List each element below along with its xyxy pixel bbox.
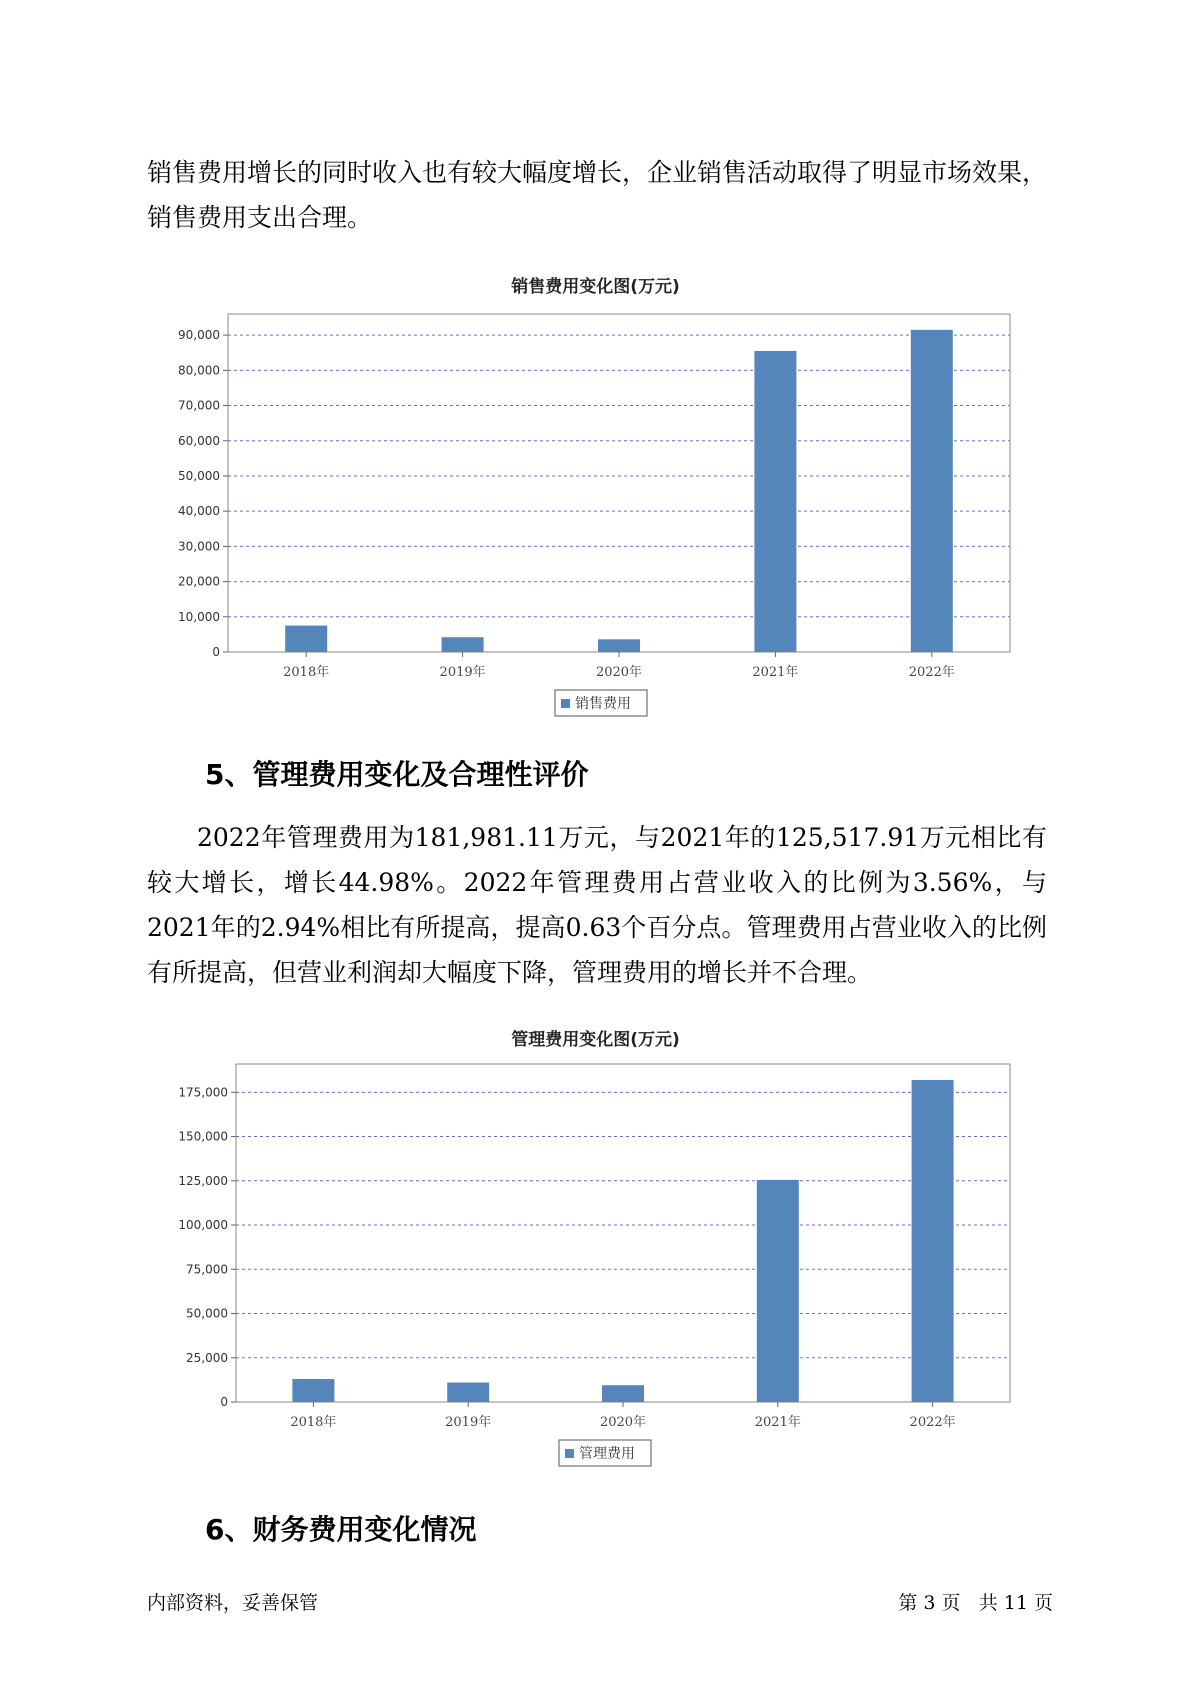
bar (911, 330, 953, 652)
legend-label: 销售费用 (575, 696, 631, 712)
bar (442, 637, 484, 652)
y-tick-label: 20,000 (178, 574, 220, 589)
intro-paragraph: 销售费用增长的同时收入也有较大幅度增长，企业销售活动取得了明显市场效果，销售费用支出合理。 (147, 158, 1048, 232)
total-label-post: 页 (1033, 1592, 1053, 1614)
bar (598, 639, 640, 652)
y-tick-label: 125,000 (178, 1173, 228, 1188)
y-tick-label: 50,000 (178, 468, 220, 483)
bar (757, 1180, 799, 1402)
bar (754, 351, 796, 652)
y-tick-label: 10,000 (178, 609, 220, 624)
y-tick-label: 80,000 (178, 363, 220, 378)
y-tick-label: 25,000 (186, 1350, 228, 1365)
x-tick-label: 2020年 (599, 1415, 647, 1430)
y-tick-label: 0 (212, 645, 220, 659)
y-tick-label: 40,000 (178, 504, 220, 519)
page-total: 11 (1003, 1592, 1028, 1614)
y-tick-label: 0 (220, 1395, 228, 1409)
chart2-title: 管理费用变化图(万元) (511, 1030, 680, 1050)
x-tick-label: 2020年 (595, 665, 643, 680)
page-number (898, 1588, 1053, 1615)
plot-area (236, 1064, 1010, 1402)
x-tick-label: 2019年 (439, 665, 486, 680)
chart1-title: 销售费用变化图(万元) (511, 277, 680, 297)
y-tick-label: 90,000 (178, 328, 220, 343)
x-tick-label: 2021年 (752, 665, 799, 680)
y-tick-label: 150,000 (178, 1129, 228, 1144)
y-tick-label: 175,000 (178, 1085, 228, 1100)
bar (912, 1080, 954, 1402)
sales-expense-chart (0, 300, 1191, 725)
section5-heading: 5、管理费用变化及合理性评价 (205, 758, 589, 791)
x-tick-label: 2022年 (909, 1415, 956, 1430)
plot-area (228, 314, 1010, 652)
y-tick-label: 60,000 (178, 433, 220, 448)
y-tick-label: 100,000 (178, 1218, 228, 1233)
bar (285, 626, 327, 652)
y-tick-label: 50,000 (186, 1306, 228, 1321)
admin-expense-chart (0, 1050, 1191, 1475)
section6-heading: 6、财务费用变化情况 (205, 1513, 477, 1546)
y-tick-label: 75,000 (186, 1262, 228, 1277)
x-tick-label: 2018年 (283, 665, 330, 680)
legend-swatch (561, 699, 570, 708)
footer-note: 内部资料，妥善保管 (147, 1592, 319, 1614)
bar (602, 1385, 644, 1402)
x-tick-label: 2021年 (754, 1415, 801, 1430)
section5-paragraph: 2022年管理费用为181,981.11万元，与2021年的125,517.91万元相比有较大增长，增长44.98%。2022年管理费用占营业收入的比例为3.56%，与2021年的2.94%相比有所提高，提高0.63个百分点。管理费用占营业收入的比例有所提高，但营业利润却大幅度下降，管理费用的增长并不合理。 (147, 823, 1047, 987)
legend-label: 管理费用 (579, 1446, 635, 1462)
x-tick-label: 2018年 (290, 1415, 337, 1430)
y-tick-label: 70,000 (178, 398, 220, 413)
x-tick-label: 2019年 (445, 1415, 492, 1430)
total-label-pre: 共 (978, 1592, 998, 1614)
bar (292, 1379, 334, 1402)
page-current: 3 (923, 1592, 936, 1614)
legend-swatch (565, 1449, 574, 1458)
x-tick-label: 2022年 (908, 665, 955, 680)
page-label-mid: 页 (941, 1592, 961, 1614)
bar (447, 1383, 489, 1402)
page-label-pre: 第 (898, 1592, 918, 1614)
y-tick-label: 30,000 (178, 539, 220, 554)
